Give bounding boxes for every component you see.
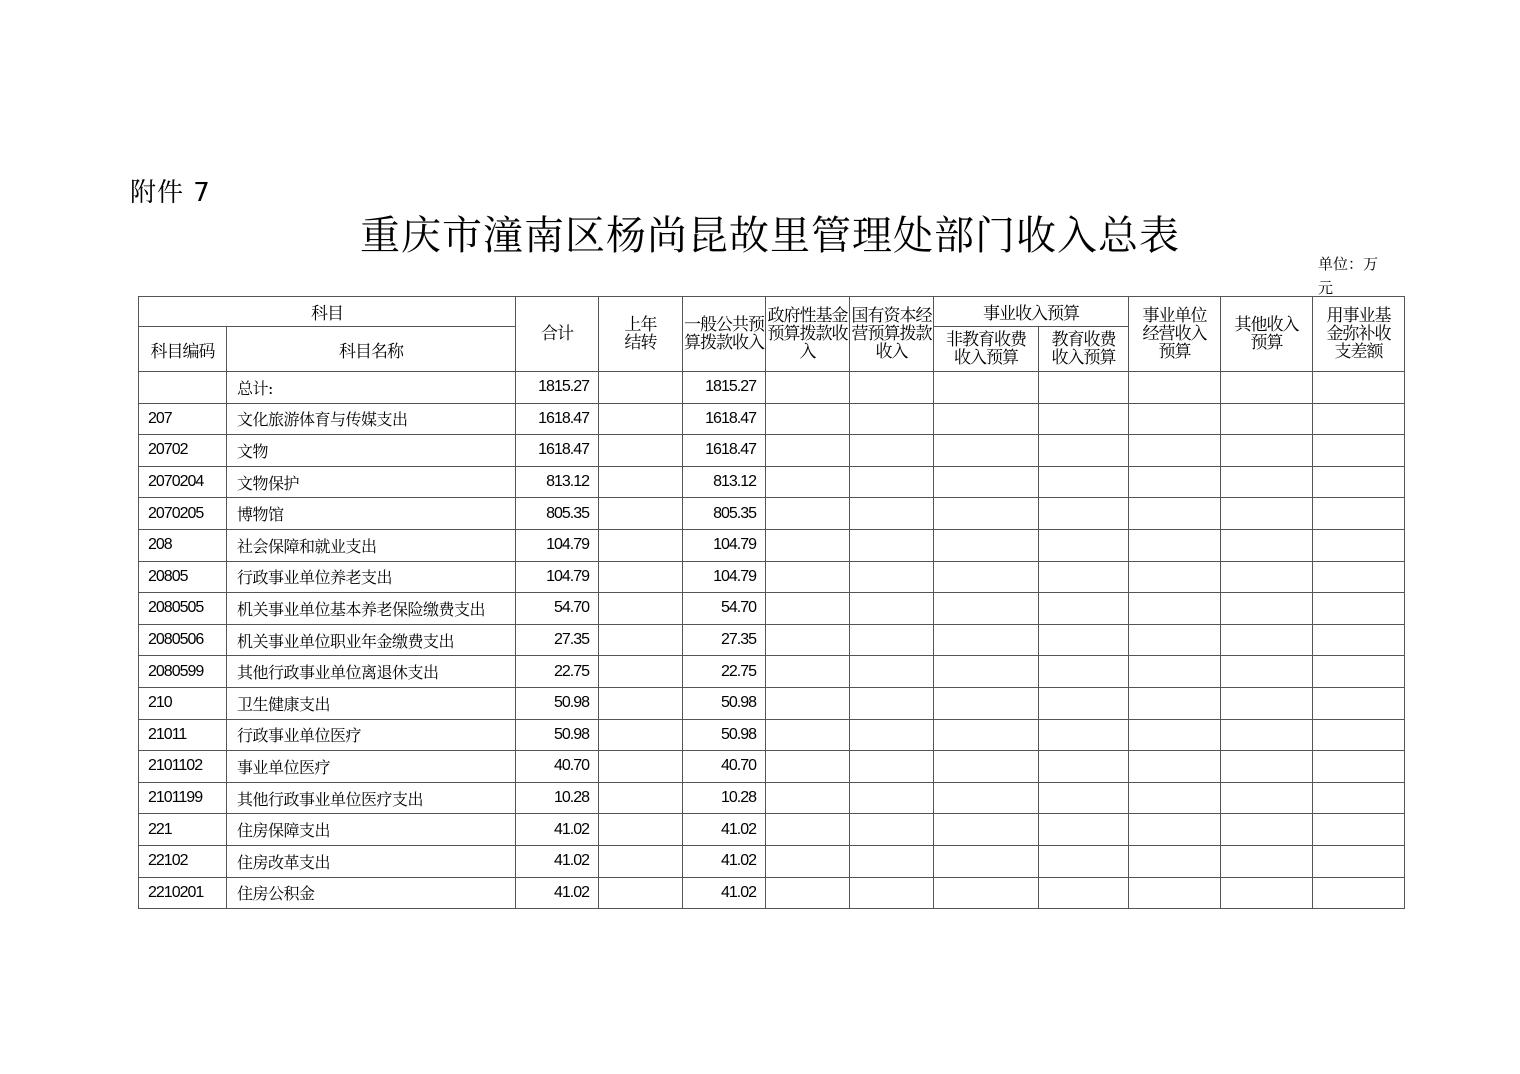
gov-fund-budget-cell bbox=[766, 782, 850, 814]
header-non-education-fee: 非教育收费收入预算 bbox=[934, 327, 1039, 372]
other-income-cell bbox=[1221, 782, 1313, 814]
education-fee-cell bbox=[1039, 782, 1129, 814]
table-row bbox=[139, 466, 1405, 498]
total-cell: 1815.27 bbox=[516, 372, 599, 404]
table-row bbox=[139, 403, 1405, 435]
institution-operating-cell bbox=[1129, 403, 1221, 435]
last-year-carryover-cell bbox=[599, 561, 683, 593]
education-fee-cell bbox=[1039, 751, 1129, 783]
total-cell: 50.98 bbox=[516, 719, 599, 751]
non-education-fee-cell bbox=[934, 719, 1039, 751]
total-cell: 22.75 bbox=[516, 656, 599, 688]
header-subject: 科目 bbox=[139, 297, 516, 327]
last-year-carryover-cell bbox=[599, 751, 683, 783]
non-education-fee-cell bbox=[934, 466, 1039, 498]
gov-fund-budget-cell bbox=[766, 814, 850, 846]
gov-fund-budget-cell bbox=[766, 498, 850, 530]
general-public-budget-cell: 41.02 bbox=[683, 814, 766, 846]
education-fee-cell bbox=[1039, 529, 1129, 561]
state-capital-budget-cell bbox=[850, 656, 934, 688]
institution-operating-cell bbox=[1129, 845, 1221, 877]
total-cell: 41.02 bbox=[516, 814, 599, 846]
subject-name-cell: 社会保障和就业支出 bbox=[227, 529, 516, 561]
last-year-carryover-cell bbox=[599, 466, 683, 498]
non-education-fee-cell bbox=[934, 687, 1039, 719]
last-year-carryover-cell bbox=[599, 877, 683, 909]
gov-fund-budget-cell bbox=[766, 877, 850, 909]
general-public-budget-cell: 104.79 bbox=[683, 561, 766, 593]
general-public-budget-cell: 1815.27 bbox=[683, 372, 766, 404]
header-other-income: 其他收入预算 bbox=[1221, 297, 1313, 372]
non-education-fee-cell bbox=[934, 529, 1039, 561]
total-cell: 813.12 bbox=[516, 466, 599, 498]
institution-operating-cell bbox=[1129, 372, 1221, 404]
table-row bbox=[139, 593, 1405, 625]
subject-code-cell: 20805 bbox=[139, 561, 227, 593]
subject-name-cell: 文物 bbox=[227, 435, 516, 467]
education-fee-cell bbox=[1039, 593, 1129, 625]
education-fee-cell bbox=[1039, 561, 1129, 593]
other-income-cell bbox=[1221, 751, 1313, 783]
last-year-carryover-cell bbox=[599, 719, 683, 751]
other-income-cell bbox=[1221, 403, 1313, 435]
total-cell: 50.98 bbox=[516, 687, 599, 719]
other-income-cell bbox=[1221, 814, 1313, 846]
header-institution-income-budget: 事业收入预算 bbox=[934, 297, 1129, 327]
education-fee-cell bbox=[1039, 845, 1129, 877]
general-public-budget-cell: 10.28 bbox=[683, 782, 766, 814]
subject-name-cell: 机关事业单位职业年金缴费支出 bbox=[227, 624, 516, 656]
table-row bbox=[139, 624, 1405, 656]
state-capital-budget-cell bbox=[850, 403, 934, 435]
subject-name-cell: 机关事业单位基本养老保险缴费支出 bbox=[227, 593, 516, 625]
header-subject-code: 科目编码 bbox=[139, 327, 227, 372]
gov-fund-budget-cell bbox=[766, 719, 850, 751]
fund-gap-cell bbox=[1313, 529, 1405, 561]
state-capital-budget-cell bbox=[850, 845, 934, 877]
fund-gap-cell bbox=[1313, 593, 1405, 625]
institution-operating-cell bbox=[1129, 687, 1221, 719]
subject-code-cell: 2101199 bbox=[139, 782, 227, 814]
total-cell: 54.70 bbox=[516, 593, 599, 625]
fund-gap-cell bbox=[1313, 435, 1405, 467]
institution-operating-cell bbox=[1129, 529, 1221, 561]
education-fee-cell bbox=[1039, 403, 1129, 435]
general-public-budget-cell: 41.02 bbox=[683, 845, 766, 877]
total-cell: 104.79 bbox=[516, 529, 599, 561]
last-year-carryover-cell bbox=[599, 687, 683, 719]
subject-name-cell: 卫生健康支出 bbox=[227, 687, 516, 719]
table-row bbox=[139, 814, 1405, 846]
subject-name-cell: 行政事业单位医疗 bbox=[227, 719, 516, 751]
subject-code-cell: 221 bbox=[139, 814, 227, 846]
institution-operating-cell bbox=[1129, 561, 1221, 593]
fund-gap-cell bbox=[1313, 624, 1405, 656]
fund-gap-cell bbox=[1313, 719, 1405, 751]
subject-code-cell bbox=[139, 372, 227, 404]
last-year-carryover-cell bbox=[599, 529, 683, 561]
last-year-carryover-cell bbox=[599, 372, 683, 404]
general-public-budget-cell: 1618.47 bbox=[683, 403, 766, 435]
subject-name-cell: 其他行政事业单位医疗支出 bbox=[227, 782, 516, 814]
fund-gap-cell bbox=[1313, 877, 1405, 909]
general-public-budget-cell: 41.02 bbox=[683, 877, 766, 909]
general-public-budget-cell: 27.35 bbox=[683, 624, 766, 656]
header-general-public-budget: 一般公共预算拨款收入 bbox=[683, 297, 766, 372]
last-year-carryover-cell bbox=[599, 435, 683, 467]
non-education-fee-cell bbox=[934, 403, 1039, 435]
education-fee-cell bbox=[1039, 498, 1129, 530]
subject-name-cell: 文物保护 bbox=[227, 466, 516, 498]
subject-code-cell: 2210201 bbox=[139, 877, 227, 909]
education-fee-cell bbox=[1039, 435, 1129, 467]
state-capital-budget-cell bbox=[850, 593, 934, 625]
subject-name-cell: 住房保障支出 bbox=[227, 814, 516, 846]
other-income-cell bbox=[1221, 719, 1313, 751]
total-cell: 40.70 bbox=[516, 751, 599, 783]
header-state-capital-budget: 国有资本经营预算拨款收入 bbox=[850, 297, 934, 372]
subject-name-cell: 行政事业单位养老支出 bbox=[227, 561, 516, 593]
other-income-cell bbox=[1221, 593, 1313, 625]
general-public-budget-cell: 54.70 bbox=[683, 593, 766, 625]
other-income-cell bbox=[1221, 466, 1313, 498]
state-capital-budget-cell bbox=[850, 624, 934, 656]
state-capital-budget-cell bbox=[850, 435, 934, 467]
education-fee-cell bbox=[1039, 624, 1129, 656]
fund-gap-cell bbox=[1313, 814, 1405, 846]
subject-name-cell: 事业单位医疗 bbox=[227, 751, 516, 783]
table-row bbox=[139, 751, 1405, 783]
state-capital-budget-cell bbox=[850, 719, 934, 751]
header-total: 合计 bbox=[516, 297, 599, 372]
institution-operating-cell bbox=[1129, 656, 1221, 688]
subject-name-cell: 博物馆 bbox=[227, 498, 516, 530]
table-row bbox=[139, 719, 1405, 751]
institution-operating-cell bbox=[1129, 719, 1221, 751]
institution-operating-cell bbox=[1129, 466, 1221, 498]
subject-code-cell: 2080505 bbox=[139, 593, 227, 625]
non-education-fee-cell bbox=[934, 751, 1039, 783]
fund-gap-cell bbox=[1313, 561, 1405, 593]
non-education-fee-cell bbox=[934, 372, 1039, 404]
other-income-cell bbox=[1221, 845, 1313, 877]
state-capital-budget-cell bbox=[850, 498, 934, 530]
state-capital-budget-cell bbox=[850, 466, 934, 498]
subject-name-cell: 住房改革支出 bbox=[227, 845, 516, 877]
table-row bbox=[139, 529, 1405, 561]
institution-operating-cell bbox=[1129, 751, 1221, 783]
fund-gap-cell bbox=[1313, 403, 1405, 435]
total-cell: 1618.47 bbox=[516, 403, 599, 435]
table-row bbox=[139, 782, 1405, 814]
header-fund-gap: 用事业基金弥补收支差额 bbox=[1313, 297, 1405, 372]
non-education-fee-cell bbox=[934, 845, 1039, 877]
institution-operating-cell bbox=[1129, 435, 1221, 467]
education-fee-cell bbox=[1039, 877, 1129, 909]
non-education-fee-cell bbox=[934, 593, 1039, 625]
gov-fund-budget-cell bbox=[766, 403, 850, 435]
gov-fund-budget-cell bbox=[766, 845, 850, 877]
gov-fund-budget-cell bbox=[766, 435, 850, 467]
general-public-budget-cell: 813.12 bbox=[683, 466, 766, 498]
total-cell: 10.28 bbox=[516, 782, 599, 814]
table-row bbox=[139, 877, 1405, 909]
fund-gap-cell bbox=[1313, 751, 1405, 783]
general-public-budget-cell: 805.35 bbox=[683, 498, 766, 530]
general-public-budget-cell: 104.79 bbox=[683, 529, 766, 561]
state-capital-budget-cell bbox=[850, 561, 934, 593]
state-capital-budget-cell bbox=[850, 782, 934, 814]
subject-code-cell: 21011 bbox=[139, 719, 227, 751]
non-education-fee-cell bbox=[934, 624, 1039, 656]
fund-gap-cell bbox=[1313, 687, 1405, 719]
institution-operating-cell bbox=[1129, 624, 1221, 656]
state-capital-budget-cell bbox=[850, 877, 934, 909]
general-public-budget-cell: 1618.47 bbox=[683, 435, 766, 467]
other-income-cell bbox=[1221, 561, 1313, 593]
institution-operating-cell bbox=[1129, 877, 1221, 909]
last-year-carryover-cell bbox=[599, 782, 683, 814]
general-public-budget-cell: 50.98 bbox=[683, 687, 766, 719]
total-cell: 27.35 bbox=[516, 624, 599, 656]
subject-code-cell: 2101102 bbox=[139, 751, 227, 783]
gov-fund-budget-cell bbox=[766, 593, 850, 625]
total-cell: 1618.47 bbox=[516, 435, 599, 467]
non-education-fee-cell bbox=[934, 435, 1039, 467]
other-income-cell bbox=[1221, 498, 1313, 530]
other-income-cell bbox=[1221, 624, 1313, 656]
last-year-carryover-cell bbox=[599, 656, 683, 688]
education-fee-cell bbox=[1039, 656, 1129, 688]
general-public-budget-cell: 22.75 bbox=[683, 656, 766, 688]
table-row bbox=[139, 656, 1405, 688]
institution-operating-cell bbox=[1129, 593, 1221, 625]
gov-fund-budget-cell bbox=[766, 372, 850, 404]
header-education-fee: 教育收费收入预算 bbox=[1039, 327, 1129, 372]
education-fee-cell bbox=[1039, 719, 1129, 751]
header-gov-fund-budget: 政府性基金预算拨款收入 bbox=[766, 297, 850, 372]
gov-fund-budget-cell bbox=[766, 529, 850, 561]
unit-label: 单位：万元 bbox=[1318, 255, 1379, 297]
table-row bbox=[139, 498, 1405, 530]
total-cell: 41.02 bbox=[516, 845, 599, 877]
gov-fund-budget-cell bbox=[766, 656, 850, 688]
non-education-fee-cell bbox=[934, 498, 1039, 530]
gov-fund-budget-cell bbox=[766, 466, 850, 498]
gov-fund-budget-cell bbox=[766, 561, 850, 593]
subject-name-cell: 总计: bbox=[227, 372, 516, 404]
education-fee-cell bbox=[1039, 687, 1129, 719]
state-capital-budget-cell bbox=[850, 751, 934, 783]
gov-fund-budget-cell bbox=[766, 751, 850, 783]
table-row bbox=[139, 561, 1405, 593]
last-year-carryover-cell bbox=[599, 814, 683, 846]
subject-code-cell: 22102 bbox=[139, 845, 227, 877]
non-education-fee-cell bbox=[934, 782, 1039, 814]
gov-fund-budget-cell bbox=[766, 624, 850, 656]
fund-gap-cell bbox=[1313, 845, 1405, 877]
subject-code-cell: 210 bbox=[139, 687, 227, 719]
state-capital-budget-cell bbox=[850, 372, 934, 404]
fund-gap-cell bbox=[1313, 782, 1405, 814]
state-capital-budget-cell bbox=[850, 814, 934, 846]
income-summary-table bbox=[138, 296, 1405, 909]
table-row bbox=[139, 372, 1405, 404]
total-cell: 41.02 bbox=[516, 877, 599, 909]
last-year-carryover-cell bbox=[599, 403, 683, 435]
subject-code-cell: 2080599 bbox=[139, 656, 227, 688]
institution-operating-cell bbox=[1129, 782, 1221, 814]
header-institution-operating: 事业单位经营收入预算 bbox=[1129, 297, 1221, 372]
fund-gap-cell bbox=[1313, 656, 1405, 688]
other-income-cell bbox=[1221, 372, 1313, 404]
other-income-cell bbox=[1221, 877, 1313, 909]
other-income-cell bbox=[1221, 435, 1313, 467]
general-public-budget-cell: 40.70 bbox=[683, 751, 766, 783]
table-row bbox=[139, 845, 1405, 877]
subject-code-cell: 207 bbox=[139, 403, 227, 435]
fund-gap-cell bbox=[1313, 466, 1405, 498]
last-year-carryover-cell bbox=[599, 498, 683, 530]
other-income-cell bbox=[1221, 687, 1313, 719]
other-income-cell bbox=[1221, 529, 1313, 561]
attachment-label: 附件 7 bbox=[130, 178, 211, 208]
state-capital-budget-cell bbox=[850, 687, 934, 719]
header-row-1 bbox=[139, 297, 1405, 327]
last-year-carryover-cell bbox=[599, 593, 683, 625]
non-education-fee-cell bbox=[934, 814, 1039, 846]
non-education-fee-cell bbox=[934, 561, 1039, 593]
institution-operating-cell bbox=[1129, 498, 1221, 530]
non-education-fee-cell bbox=[934, 877, 1039, 909]
institution-operating-cell bbox=[1129, 814, 1221, 846]
education-fee-cell bbox=[1039, 372, 1129, 404]
fund-gap-cell bbox=[1313, 498, 1405, 530]
subject-code-cell: 2070204 bbox=[139, 466, 227, 498]
last-year-carryover-cell bbox=[599, 845, 683, 877]
other-income-cell bbox=[1221, 656, 1313, 688]
subject-name-cell: 其他行政事业单位离退休支出 bbox=[227, 656, 516, 688]
table-row bbox=[139, 435, 1405, 467]
education-fee-cell bbox=[1039, 814, 1129, 846]
table-row bbox=[139, 687, 1405, 719]
non-education-fee-cell bbox=[934, 656, 1039, 688]
gov-fund-budget-cell bbox=[766, 687, 850, 719]
subject-name-cell: 文化旅游体育与传媒支出 bbox=[227, 403, 516, 435]
last-year-carryover-cell bbox=[599, 624, 683, 656]
total-cell: 805.35 bbox=[516, 498, 599, 530]
subject-code-cell: 20702 bbox=[139, 435, 227, 467]
subject-code-cell: 208 bbox=[139, 529, 227, 561]
subject-name-cell: 住房公积金 bbox=[227, 877, 516, 909]
total-cell: 104.79 bbox=[516, 561, 599, 593]
fund-gap-cell bbox=[1313, 372, 1405, 404]
subject-code-cell: 2080506 bbox=[139, 624, 227, 656]
page-title: 重庆市潼南区杨尚昆故里管理处部门收入总表 bbox=[360, 213, 1180, 259]
state-capital-budget-cell bbox=[850, 529, 934, 561]
general-public-budget-cell: 50.98 bbox=[683, 719, 766, 751]
header-subject-name: 科目名称 bbox=[227, 327, 516, 372]
header-last-year-carryover: 上年结转 bbox=[599, 297, 683, 372]
subject-code-cell: 2070205 bbox=[139, 498, 227, 530]
education-fee-cell bbox=[1039, 466, 1129, 498]
